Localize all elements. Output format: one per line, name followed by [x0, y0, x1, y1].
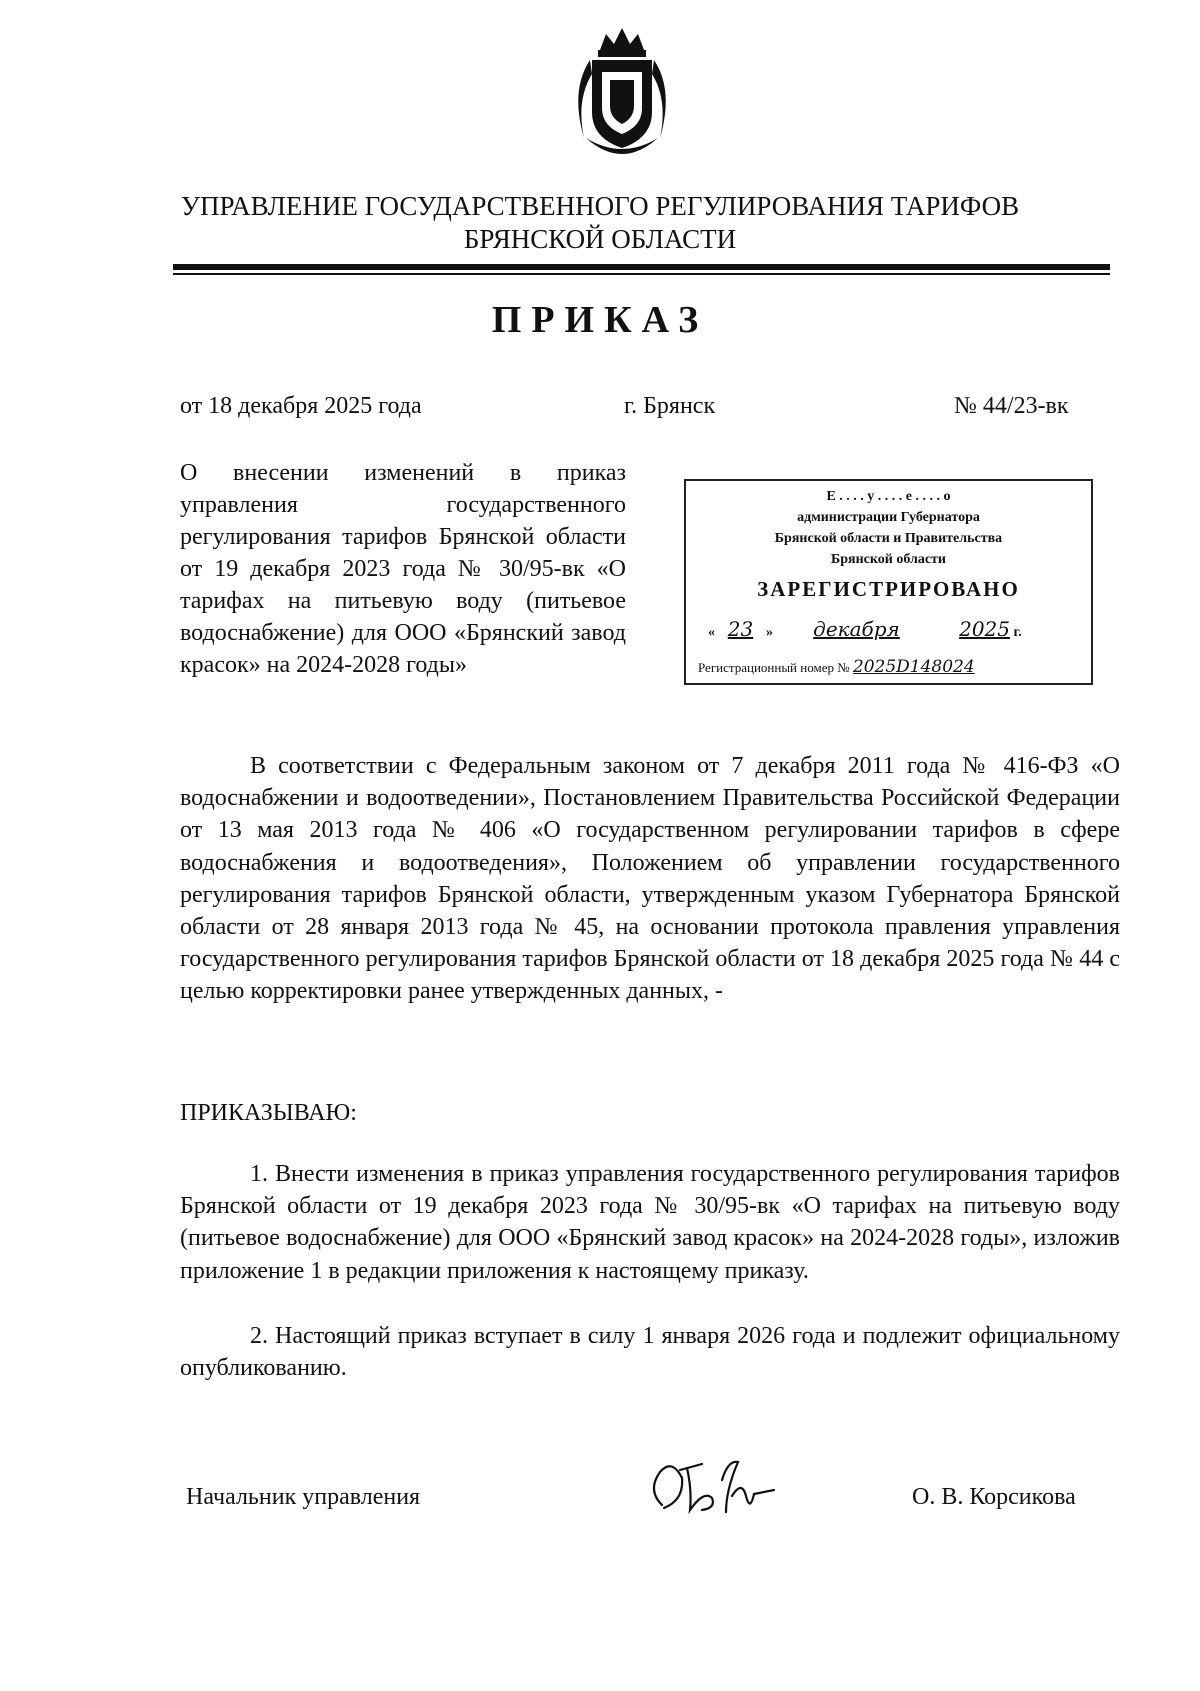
order-number: № 44/23-вк: [954, 393, 1069, 419]
stamp-quote-close: »: [766, 625, 773, 640]
stamp-line-4: Брянской области: [830, 552, 946, 567]
order-city: г. Брянск: [624, 393, 716, 419]
header-divider-thick: [173, 264, 1110, 270]
order-directive: ПРИКАЗЫВАЮ:: [180, 1100, 357, 1126]
stamp-status: ЗАРЕГИСТРИРОВАНО: [757, 577, 1020, 601]
stamp-month: декабря: [813, 617, 900, 641]
coat-of-arms-icon: [562, 20, 682, 170]
signatory-role: Начальник управления: [186, 1484, 421, 1510]
organization-name-line2: БРЯНСКОЙ ОБЛАСТИ: [463, 224, 737, 254]
registration-stamp: [684, 479, 1093, 685]
stamp-line-2: администрации Губернатора: [797, 510, 980, 525]
stamp-line-1: Е . . . . у . . . . е . . . . о: [826, 489, 951, 504]
stamp-quote-open: «: [708, 625, 715, 640]
signatory-name: О. В. Корсикова: [912, 1484, 1076, 1510]
stamp-year: 2025: [959, 617, 1010, 641]
stamp-day: 23: [727, 617, 754, 641]
stamp-registration-row: [686, 657, 1091, 677]
stamp-date-row: [686, 617, 1091, 641]
document-title: ПРИКАЗ: [491, 299, 709, 341]
order-date: от 18 декабря 2025 года: [180, 393, 422, 419]
organization-name-line1: УПРАВЛЕНИЕ ГОСУДАРСТВЕННОГО РЕГУЛИРОВАНИЯ ТАРИФОВ: [180, 191, 1020, 221]
stamp-reg-number: 2025D148024: [852, 657, 975, 677]
order-item-2: 2. Настоящий приказ вступает в силу 1 января 2026 года и подлежит официальному опубликованию.: [180, 1323, 1120, 1382]
stamp-reg-label: Регистрационный номер №: [698, 660, 850, 675]
stamp-year-suffix: г.: [1013, 625, 1022, 640]
header-divider-thin: [173, 273, 1110, 275]
preamble-paragraph: В соответствии с Федеральным законом от 7 декабря 2011 года № 416-ФЗ «О водоснабжении и водоотведении», Постановлением Правительства Российской Федерации от 13 мая 2013 года № 406 «О государственном регулировании тарифов в сфере водоснабжения и водоотведения», Положением об управлении государственного регулирования тарифов Брянской области, утвержденным указом Губернатора Брянской области от 28 января 2013 года № 45, на основании протокола правления управления государственного регулирования тарифов Брянской области от 18 декабря 2025 года № 44 с целью корректировки ранее утвержденных данных, -: [180, 753, 1120, 1005]
stamp-line-3: Брянской области и Правительства: [774, 531, 1003, 546]
handwritten-signature: [642, 1450, 792, 1530]
order-item-1: 1. Внести изменения в приказ управления государственного регулирования тарифов Брянской области от 19 декабря 2023 года № 30/95-вк «О тарифах на питьевую воду (питьевое водоснабжение) для ООО «Брянский завод красок» на 2024-2028 годы», изложив приложение 1 в редакции приложения к настоящему приказу.: [180, 1161, 1120, 1284]
order-subject: О внесении изменений в приказ управления государственного регулирования тарифов Брянской области от 19 декабря 2023 года № 30/95-вк «О тарифах на питьевую воду (питьевое водоснабжение) для ООО «Брянский завод красок» на 2024-2028 годы»: [180, 460, 626, 678]
